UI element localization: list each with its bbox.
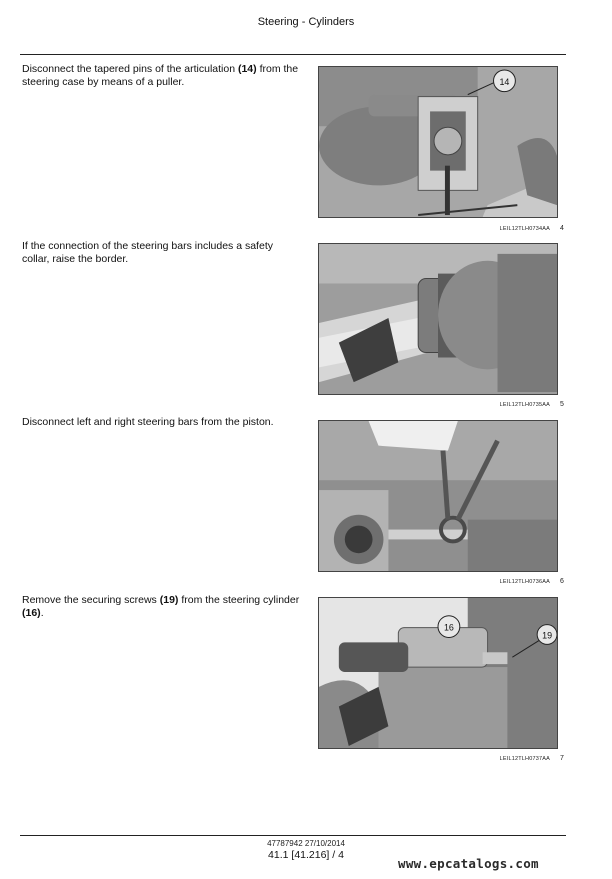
- step-2-text: If the connection of the steering bars includes a safety collar, raise the border.: [22, 240, 273, 265]
- step-1-photo: [318, 66, 558, 218]
- step-1-text: Disconnect the tapered pins of the articulation (14) from the steering case by means of a puller.: [22, 63, 299, 88]
- page-title: Steering - Cylinders: [257, 16, 355, 28]
- watermark-url: www.epcatalogs.com: [398, 856, 539, 871]
- step-4-image-code: LEIL12TLH0737AA: [499, 756, 550, 762]
- step-1-figure-number: 4: [560, 225, 564, 232]
- footer-doc-info: 47787942 27/10/2014: [267, 839, 345, 848]
- step-4-text: Remove the securing screws (19) from the steering cylinder (16).: [22, 594, 300, 619]
- step-3-figure-number: 6: [560, 578, 564, 585]
- step-3-photo: [318, 420, 558, 572]
- footer-rule: [20, 835, 566, 836]
- callout-16: 16: [443, 622, 454, 633]
- step-4-ref-19: (19): [159, 594, 179, 606]
- header-rule: [20, 54, 566, 55]
- step-1-ref-14: (14): [237, 63, 257, 75]
- step-4-photo: [318, 597, 558, 749]
- footer-page-ref: 41.1 [41.216] / 4: [268, 849, 344, 861]
- callout-19: 19: [542, 630, 553, 641]
- step-3-text: Disconnect left and right steering bars from the piston.: [22, 416, 274, 428]
- step-2-image-code: LEIL12TLH0735AA: [499, 402, 550, 408]
- step-2-figure-number: 5: [560, 401, 564, 408]
- step-4-figure-number: 7: [560, 755, 564, 762]
- step-2-photo: [318, 243, 558, 395]
- step-1-image-code: LEIL12TLH0734AA: [499, 226, 550, 232]
- step-4-ref-16: (16): [22, 607, 41, 619]
- step-3-image-code: LEIL12TLH0736AA: [499, 579, 550, 585]
- callout-14: 14: [499, 76, 510, 87]
